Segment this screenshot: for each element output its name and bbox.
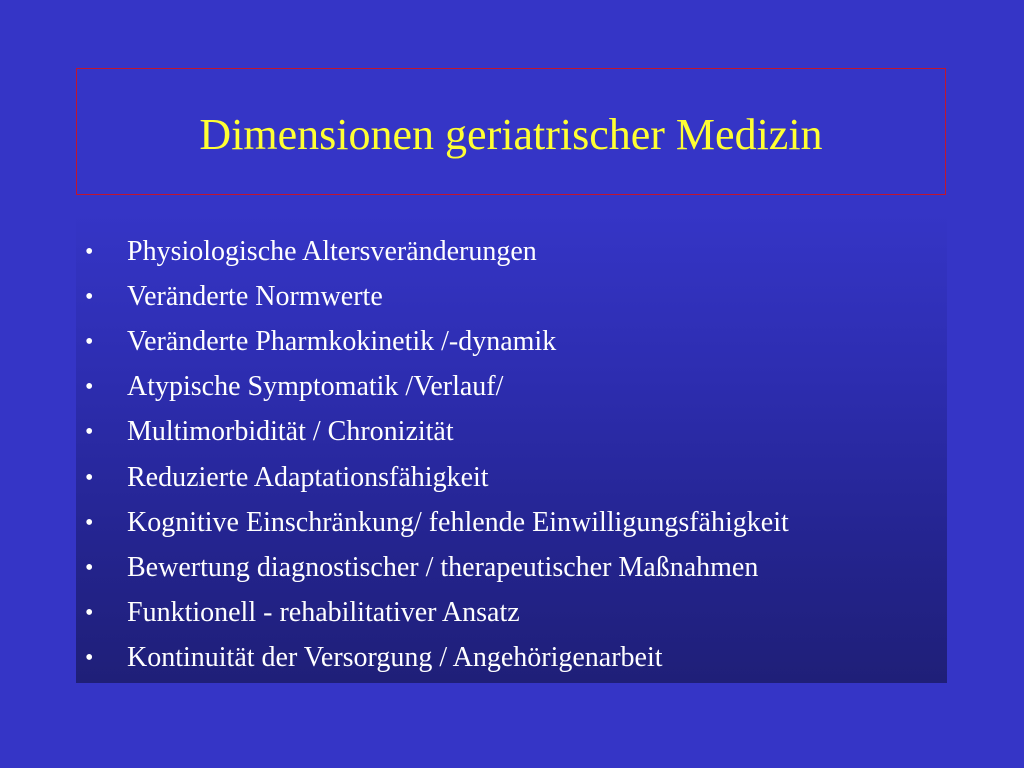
bullet-icon: • xyxy=(85,464,94,491)
bullet-text: Funktionell - rehabilitativer Ansatz xyxy=(127,597,520,629)
bullet-text: Veränderte Pharmkokinetik /-dynamik xyxy=(127,325,557,357)
bullet-item xyxy=(76,319,947,364)
bullet-item xyxy=(76,410,947,455)
bullet-item xyxy=(76,545,947,590)
bullet-icon: • xyxy=(85,419,94,446)
slide-title: Dimensionen geriatrischer Medizin xyxy=(199,109,823,159)
title-box xyxy=(76,68,946,195)
bullet-text: Multimorbidität / Chronizität xyxy=(127,416,454,448)
bullet-icon: • xyxy=(85,600,94,627)
bullet-icon: • xyxy=(85,374,94,401)
content-box xyxy=(76,213,947,683)
bullet-icon: • xyxy=(85,328,94,355)
bullet-list xyxy=(76,229,947,681)
bullet-text: Kognitive Einschränkung/ fehlende Einwilligungsfähigkeit xyxy=(127,506,789,538)
bullet-item xyxy=(76,455,947,500)
bullet-text: Atypische Symptomatik /Verlauf/ xyxy=(127,371,504,403)
bullet-item xyxy=(76,274,947,319)
bullet-icon: • xyxy=(85,238,94,265)
bullet-item xyxy=(76,365,947,410)
bullet-text: Reduzierte Adaptationsfähigkeit xyxy=(127,461,489,493)
bullet-item xyxy=(76,636,947,681)
bullet-item xyxy=(76,500,947,545)
bullet-text: Physiologische Altersveränderungen xyxy=(127,235,537,267)
bullet-text: Bewertung diagnostischer / therapeutischer Maßnahmen xyxy=(127,551,759,583)
bullet-text: Kontinuität der Versorgung / Angehörigenarbeit xyxy=(127,642,663,674)
bullet-icon: • xyxy=(85,554,94,581)
bullet-icon: • xyxy=(85,645,94,672)
bullet-item xyxy=(76,591,947,636)
bullet-icon: • xyxy=(85,283,94,310)
bullet-icon: • xyxy=(85,509,94,536)
bullet-item xyxy=(76,229,947,274)
bullet-text: Veränderte Normwerte xyxy=(127,280,383,312)
